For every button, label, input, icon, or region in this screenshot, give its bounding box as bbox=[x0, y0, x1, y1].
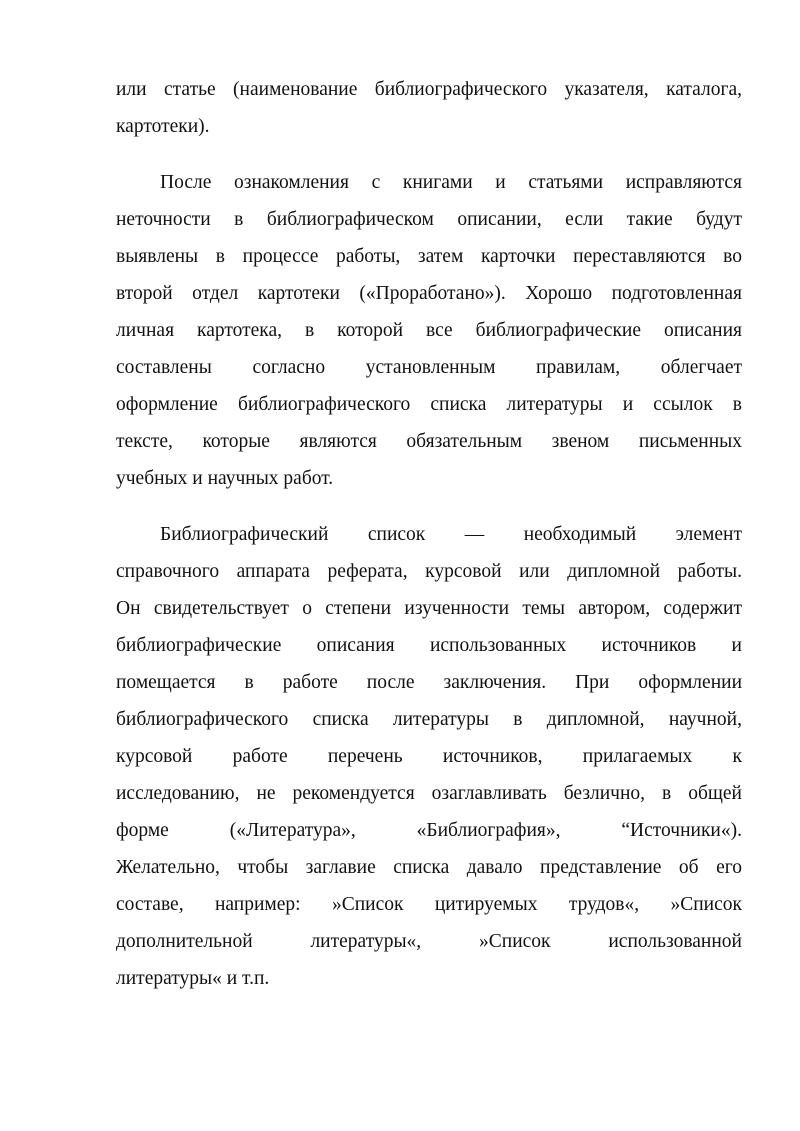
text-line: составлены согласно установленным правилам, облегчает bbox=[116, 357, 742, 378]
text-line: литературы« и т.п. bbox=[116, 968, 270, 989]
text-line: или статье (наименование библиографического указателя, каталога, bbox=[116, 79, 742, 100]
text-line: тексте, которые являются обязательным звеном письменных bbox=[116, 431, 742, 452]
text-line: форме («Литература», «Библиография», “Источники«). bbox=[116, 820, 742, 841]
text-line: картотеки). bbox=[116, 116, 210, 137]
text-line: библиографические описания использованных источников и bbox=[116, 635, 742, 656]
paragraph-2 bbox=[116, 164, 742, 497]
text-line: личная картотека, в которой все библиографические описания bbox=[116, 320, 742, 341]
text-line: курсовой работе перечень источников, прилагаемых к bbox=[116, 746, 742, 767]
text-line: Библиографический список — необходимый элемент bbox=[160, 524, 742, 545]
text-line: оформление библиографического списка литературы и ссылок в bbox=[116, 394, 742, 415]
text-line: Желательно, чтобы заглавие списка давало представление об его bbox=[116, 857, 742, 878]
text-line: Он свидетельствует о степени изученности темы автором, содержит bbox=[116, 598, 742, 619]
text-line: После ознакомления с книгами и статьями исправляются bbox=[160, 172, 742, 193]
text-line: неточности в библиографическом описании, если такие будут bbox=[116, 209, 742, 230]
text-line: справочного аппарата реферата, курсовой или дипломной работы. bbox=[116, 561, 742, 582]
text-line: составе, например: »Список цитируемых трудов«, »Список bbox=[116, 894, 742, 915]
text-line: исследованию, не рекомендуется озаглавливать безлично, в общей bbox=[116, 783, 742, 804]
text-line: дополнительной литературы«, »Список использованной bbox=[116, 931, 742, 952]
text-line: помещается в работе после заключения. При оформлении bbox=[116, 672, 742, 693]
text-line: учебных и научных работ. bbox=[116, 468, 334, 489]
text-line: выявлены в процессе работы, затем карточки переставляются во bbox=[116, 246, 742, 267]
text-line: второй отдел картотеки («Проработано»). Хорошо подготовленная bbox=[116, 283, 742, 304]
paragraph-1 bbox=[116, 71, 742, 145]
text-line: библиографического списка литературы в дипломной, научной, bbox=[116, 709, 742, 730]
paragraph-3 bbox=[116, 516, 742, 997]
